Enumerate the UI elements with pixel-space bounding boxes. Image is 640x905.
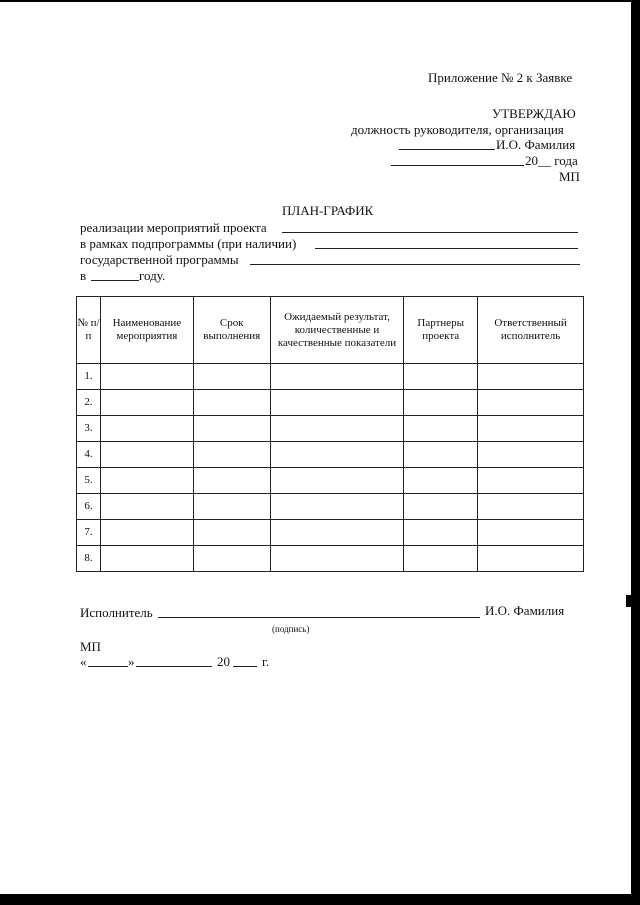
responsible-cell[interactable] [478, 546, 584, 572]
row-number: 7. [77, 520, 101, 546]
row-number: 4. [77, 442, 101, 468]
table-row [77, 416, 584, 442]
table-row [77, 390, 584, 416]
signature-caption: (подпись) [272, 624, 310, 634]
approval-year: 20__ года [525, 153, 578, 168]
partners-cell[interactable] [404, 442, 478, 468]
result-cell[interactable] [270, 546, 404, 572]
row-number: 8. [77, 546, 101, 572]
header-stamp: МП [559, 169, 580, 184]
result-cell[interactable] [270, 494, 404, 520]
table-row [77, 442, 584, 468]
position-label: должность руководителя, организация [351, 122, 564, 137]
row-number: 2. [77, 390, 101, 416]
date-close-quote: » [128, 654, 135, 669]
signature-line[interactable] [399, 149, 495, 150]
executor-label: Исполнитель [80, 605, 153, 620]
plan-schedule-table [76, 296, 584, 572]
responsible-cell[interactable] [478, 520, 584, 546]
responsible-cell[interactable] [478, 468, 584, 494]
responsible-cell[interactable] [478, 364, 584, 390]
activity-cell[interactable] [100, 546, 193, 572]
deadline-cell[interactable] [193, 520, 270, 546]
activity-cell[interactable] [100, 364, 193, 390]
result-cell[interactable] [270, 442, 404, 468]
activity-cell[interactable] [100, 442, 193, 468]
responsible-cell[interactable] [478, 494, 584, 520]
row-number: 6. [77, 494, 101, 520]
table-row [77, 364, 584, 390]
approval-date-line[interactable] [391, 165, 524, 166]
document-title: ПЛАН-ГРАФИК [282, 203, 374, 218]
col-header-deadline: Срок выполнения [193, 297, 270, 364]
project-name-line[interactable] [282, 232, 578, 233]
col-header-activity: Наименование мероприятия [100, 297, 193, 364]
activity-cell[interactable] [100, 520, 193, 546]
deadline-cell[interactable] [193, 364, 270, 390]
activity-cell[interactable] [100, 390, 193, 416]
activity-cell[interactable] [100, 416, 193, 442]
intro-program-label: государственной программы [80, 252, 239, 267]
executor-signature-line[interactable] [158, 617, 480, 618]
result-cell[interactable] [270, 364, 404, 390]
partners-cell[interactable] [404, 468, 478, 494]
footer-year-prefix: 20 [217, 654, 230, 669]
date-open-quote: « [80, 654, 87, 669]
col-header-partners: Партнеры проекта [404, 297, 478, 364]
footer-year-line[interactable] [233, 666, 257, 667]
activity-cell[interactable] [100, 494, 193, 520]
deadline-cell[interactable] [193, 390, 270, 416]
activity-cell[interactable] [100, 468, 193, 494]
row-number: 1. [77, 364, 101, 390]
table-row [77, 468, 584, 494]
intro-subprogram-label: в рамках подпрограммы (при наличии) [80, 236, 297, 251]
col-header-result: Ожидаемый результат, количественные и качественные показатели [270, 297, 404, 364]
footer-year-suffix: г. [262, 654, 270, 669]
result-cell[interactable] [270, 390, 404, 416]
footer-day-line[interactable] [88, 666, 128, 667]
partners-cell[interactable] [404, 546, 478, 572]
subprogram-name-line[interactable] [315, 248, 578, 249]
result-cell[interactable] [270, 520, 404, 546]
appendix-label: Приложение № 2 к Заявке [428, 70, 573, 85]
intro-year-suffix: году. [139, 268, 166, 283]
intro-project-label: реализации мероприятий проекта [80, 220, 267, 235]
program-name-line[interactable] [250, 264, 580, 265]
plan-year-line[interactable] [91, 280, 139, 281]
partners-cell[interactable] [404, 416, 478, 442]
responsible-cell[interactable] [478, 442, 584, 468]
executor-name: И.О. Фамилия [485, 603, 565, 618]
responsible-cell[interactable] [478, 416, 584, 442]
result-cell[interactable] [270, 416, 404, 442]
row-number: 3. [77, 416, 101, 442]
deadline-cell[interactable] [193, 468, 270, 494]
col-header-responsible: Ответственный исполнитель [478, 297, 584, 364]
scan-edge-right [631, 0, 640, 905]
deadline-cell[interactable] [193, 546, 270, 572]
signature-name: И.О. Фамилия [496, 137, 576, 152]
deadline-cell[interactable] [193, 494, 270, 520]
partners-cell[interactable] [404, 364, 478, 390]
partners-cell[interactable] [404, 390, 478, 416]
table-row [77, 520, 584, 546]
col-header-number: № п/п [77, 297, 101, 364]
row-number: 5. [77, 468, 101, 494]
partners-cell[interactable] [404, 520, 478, 546]
table-row [77, 494, 584, 520]
responsible-cell[interactable] [478, 390, 584, 416]
scan-edge-bottom [0, 894, 640, 905]
result-cell[interactable] [270, 468, 404, 494]
footer-month-line[interactable] [136, 666, 212, 667]
table-row [77, 546, 584, 572]
approve-label: УТВЕРЖДАЮ [492, 106, 576, 121]
footer-stamp: МП [80, 639, 101, 654]
scan-edge-notch [626, 595, 640, 607]
table-header-row [77, 297, 584, 364]
deadline-cell[interactable] [193, 416, 270, 442]
intro-year-prefix: в [80, 268, 87, 283]
partners-cell[interactable] [404, 494, 478, 520]
scan-edge-top [0, 0, 640, 2]
deadline-cell[interactable] [193, 442, 270, 468]
